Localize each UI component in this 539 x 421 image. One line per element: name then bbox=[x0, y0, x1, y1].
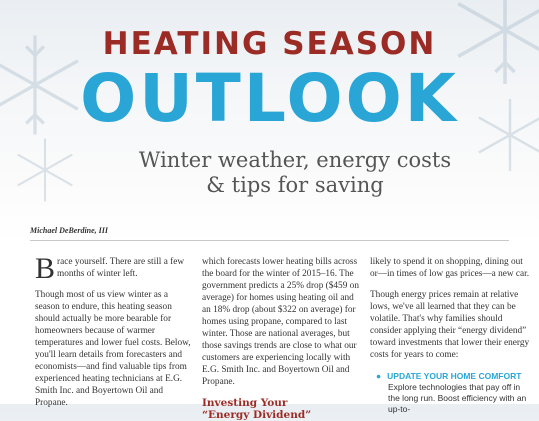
subtitle bbox=[100, 148, 490, 198]
subtitle-line1: Winter weather, energy costs bbox=[138, 148, 452, 172]
paragraph: Though most of us view winter as a season to endure, this heating season should actually be more bearable for homeowners because of warmer temperatures and lower fuel costs. Below, you'll learn details from forecasters and economists—and find valuable tips from experienced heating technicians at E.G. Smith Inc. and Boyertown Oil and Propane. bbox=[35, 290, 191, 408]
headline-kicker: HEATING SEASON bbox=[102, 26, 437, 62]
author-byline: Michael DeBerdine, III bbox=[30, 226, 108, 235]
article-column-3 bbox=[370, 256, 530, 415]
paragraph: Though energy prices remain at relative lows, we've all learned that they can be volatile. That's why families should consider applying their “energy dividend” toward investments that lower their energy costs for years to come: bbox=[370, 290, 530, 360]
paragraph: which forecasts lower heating bills across the board for the winter of 2015–16. The government predicts a 25% drop ($459 on average) for homes using heating oil and an 18% drop (about $322 on average) for homes using propane, compared to last winter. Those are national averages, but those savings trends are close to what our customers are experiencing locally with E.G. Smith Inc. and Boyertown Oil and Propane. bbox=[202, 257, 359, 387]
divider bbox=[30, 240, 509, 241]
headline-title: OUTLOOK bbox=[80, 60, 459, 137]
article-column-1 bbox=[35, 252, 195, 418]
paragraph: Brace yourself. There are still a few months of winter left. bbox=[35, 252, 185, 285]
article-column-2 bbox=[202, 256, 362, 421]
drop-cap: B bbox=[35, 252, 56, 285]
snowflake-icon bbox=[10, 135, 80, 205]
bullet-body: Explore technologies that pay off in the long run. Boost efficiency with an up-to- bbox=[388, 382, 527, 414]
subtitle-line2: & tips for saving bbox=[206, 173, 384, 197]
section-heading: Investing Your “Energy Dividend” bbox=[202, 397, 312, 421]
bullet-heading: ● UPDATE YOUR HOME COMFORT bbox=[376, 371, 522, 381]
bullet-icon: ● bbox=[376, 371, 382, 381]
paragraph: likely to spend it on shopping, dining out or—in times of low gas prices—a new car. bbox=[370, 257, 530, 279]
